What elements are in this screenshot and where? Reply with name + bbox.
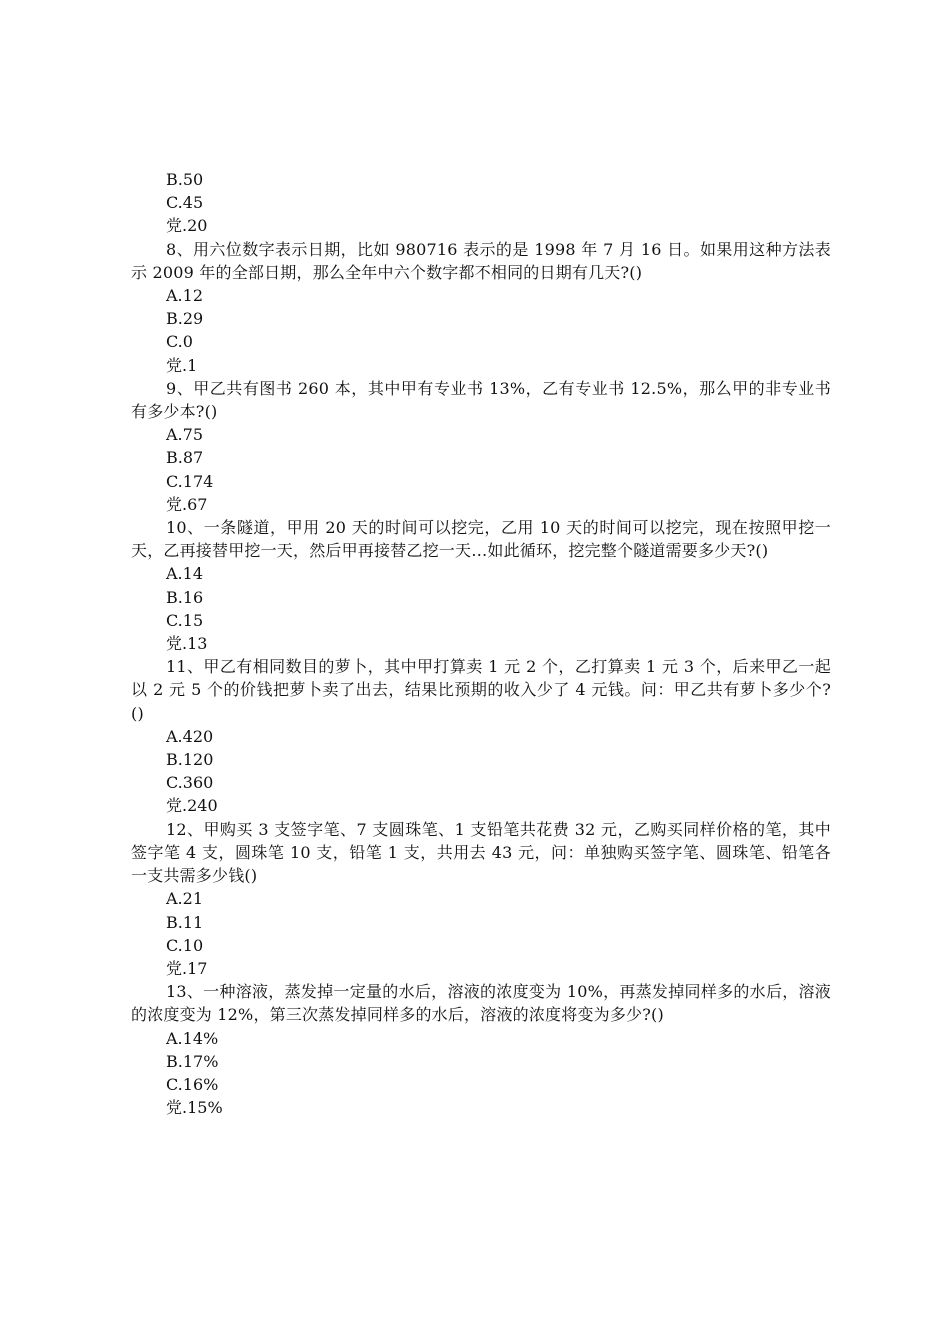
option-b: B.50 <box>166 170 204 189</box>
question-12 <box>131 818 831 980</box>
option-b: B.87 <box>166 448 204 468</box>
option-d: 党.13 <box>166 634 208 654</box>
document-body <box>131 168 831 1119</box>
option-a: A.12 <box>166 286 203 306</box>
option-a: A.14 <box>166 564 203 584</box>
option-b: B.16 <box>166 587 204 607</box>
question-13 <box>131 980 831 1119</box>
option-d: 党.240 <box>166 796 218 816</box>
option-a: A.21 <box>166 889 203 909</box>
prev-question-options <box>131 168 831 238</box>
question-text: 13、一种溶液，蒸发掉一定量的水后，溶液的浓度变为 10%，再蒸发掉同样多的水后，溶液的浓度变为 12%，第三次蒸发掉同样多的水后，溶液的浓度将变为多少?() <box>131 982 831 1025</box>
question-text: 12、甲购买 3 支签字笔、7 支圆珠笔、1 支铅笔共花费 32 元，乙购买同样价格的笔，其中签字笔 4 支，圆珠笔 10 支，铅笔 1 支，共用去 43 元，问：单独购买签字笔、圆珠笔、铅笔各一支共需多少钱() <box>131 819 831 886</box>
option-c: C.0 <box>166 332 193 352</box>
option-d: 党.15% <box>166 1098 223 1118</box>
option-d: 党.67 <box>166 494 208 514</box>
option-d: 党.1 <box>166 355 198 375</box>
option-b: B.17% <box>166 1051 219 1071</box>
question-text: 8、用六位数字表示日期，比如 980716 表示的是 1998 年 7 月 16 日。如果用这种方法表示 2009 年的全部日期，那么全年中六个数字都不相同的日期有几天?() <box>131 239 831 282</box>
question-10 <box>131 516 831 655</box>
option-c: C.360 <box>166 773 214 793</box>
question-11 <box>131 655 831 817</box>
option-c: C.15 <box>166 610 204 630</box>
option-b: B.29 <box>166 309 204 329</box>
option-a: A.420 <box>166 726 214 746</box>
option-c: C.16% <box>166 1074 219 1094</box>
option-c: C.174 <box>166 471 214 491</box>
question-text: 11、甲乙有相同数目的萝卜，其中甲打算卖 1 元 2 个，乙打算卖 1 元 3 个，后来甲乙一起以 2 元 5 个的价钱把萝卜卖了出去，结果比预期的收入少了 4 元钱。问：甲乙共有萝卜多少个?() <box>131 657 831 723</box>
question-8 <box>131 238 831 377</box>
question-text: 10、一条隧道，甲用 20 天的时间可以挖完，乙用 10 天的时间可以挖完，现在按照甲挖一天，乙再接替甲挖一天，然后甲再接替乙挖一天…如此循环，挖完整个隧道需要多少天?() <box>131 518 831 561</box>
option-d: 党.17 <box>166 958 208 978</box>
question-9 <box>131 377 831 516</box>
option-a: A.14% <box>166 1028 219 1048</box>
option-c: C.45 <box>166 193 204 213</box>
option-b: B.120 <box>166 750 214 770</box>
option-c: C.10 <box>166 935 204 955</box>
option-a: A.75 <box>166 425 203 445</box>
question-text: 9、甲乙共有图书 260 本，其中甲有专业书 13%，乙有专业书 12.5%，那么甲的非专业书有多少本?() <box>131 378 831 422</box>
option-d: 党.20 <box>166 216 208 236</box>
option-b: B.11 <box>166 912 204 932</box>
